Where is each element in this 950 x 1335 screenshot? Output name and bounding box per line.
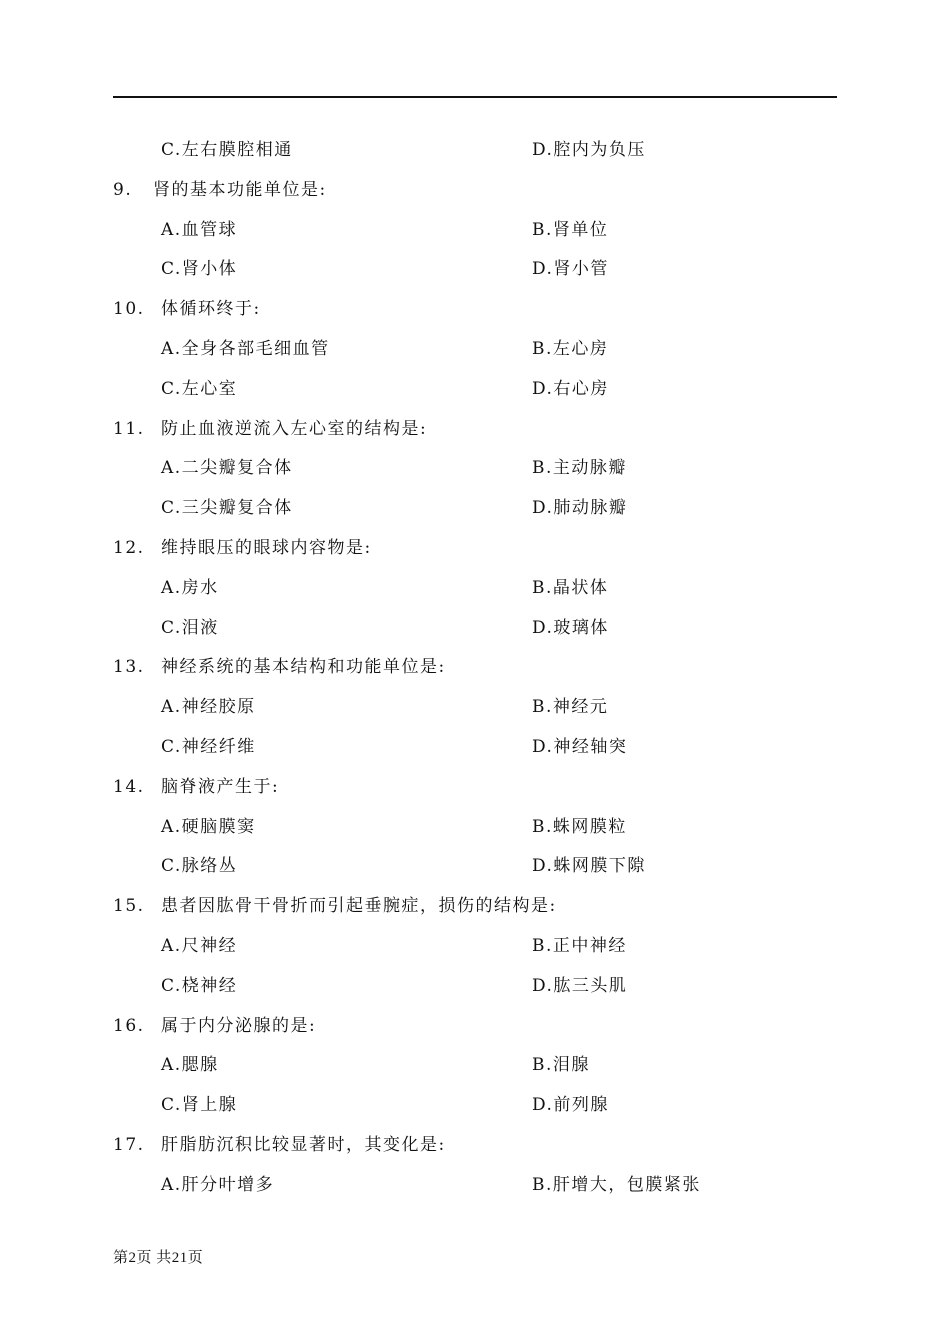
option-b: B.左心房 [532,338,609,359]
option-b: B.肝增大，包膜紧张 [532,1174,701,1195]
question-stem [0,293,950,333]
question-text: 患者因肱骨干骨折而引起垂腕症，损伤的结构是: [161,896,557,917]
question-number: 14. [113,776,145,797]
page-footer: 第2页 共21页 [113,1250,204,1266]
question-text: 神经系统的基本结构和功能单位是: [161,657,446,678]
option-d: D.蛛网膜下隙 [532,856,646,877]
question-number: 13. [113,657,145,678]
options-row [0,492,950,532]
question-stem [0,1129,950,1169]
option-d: D.肾小管 [532,259,609,280]
question-text: 属于内分泌腺的是: [161,1015,317,1036]
question-text: 防止血液逆流入左心室的结构是: [161,418,428,439]
options-row [0,572,950,612]
option-c: C.桡神经 [161,975,238,996]
option-c: C.脉络丛 [161,856,238,877]
option-c: C.神经纤维 [161,736,256,757]
option-d: D.神经轴突 [532,736,628,757]
option-b: B.正中神经 [532,935,627,956]
question-stem [0,890,950,930]
option-a: A.尺神经 [161,935,238,956]
question-number: 15. [113,896,145,917]
option-d: D.玻璃体 [532,617,609,638]
question-number: 12. [113,537,145,558]
option-b: B.泪腺 [532,1055,590,1076]
option-b: B.蛛网膜粒 [532,816,627,837]
question-number: 16. [113,1015,145,1036]
question-text: 维持眼压的眼球内容物是: [161,537,372,558]
question-stem [0,413,950,453]
question-number: 10. [113,299,145,320]
option-a: A.全身各部毛细血管 [161,338,330,359]
options-row [0,1049,950,1089]
options-row [0,691,950,731]
option-b: B.晶状体 [532,577,609,598]
question-list [0,134,950,1209]
options-row [0,452,950,492]
option-a: A.腮腺 [161,1055,219,1076]
options-row [0,850,950,890]
option-d: D.腔内为负压 [532,140,646,160]
option-d: D.右心房 [532,378,609,399]
question-text: 脑脊液产生于: [161,776,280,797]
option-d: D.肱三头肌 [532,975,628,996]
options-row [0,811,950,851]
question-stem [0,174,950,214]
options-row [0,253,950,293]
option-b: B.神经元 [532,697,609,718]
options-row [0,731,950,771]
question-stem [0,651,950,691]
option-a: A.二尖瓣复合体 [161,458,293,479]
option-d: D.前列腺 [532,1095,609,1116]
options-row [0,214,950,254]
options-row [0,134,950,174]
option-c: C.左心室 [161,378,238,399]
option-a: A.硬脑膜窦 [161,816,256,837]
option-c: C.三尖瓣复合体 [161,498,293,519]
option-d: D.肺动脉瓣 [532,498,628,519]
options-row [0,1169,950,1209]
option-c: C.左右膜腔相通 [161,140,293,160]
options-row [0,970,950,1010]
option-c: C.泪液 [161,617,219,638]
option-a: A.房水 [161,577,219,598]
question-number: 17. [113,1134,145,1155]
options-row [0,612,950,652]
option-b: B.肾单位 [532,219,609,240]
option-b: B.主动脉瓣 [532,458,627,479]
options-row [0,930,950,970]
question-stem [0,1010,950,1050]
question-number: 11. [113,418,145,439]
question-stem [0,771,950,811]
question-stem [0,532,950,572]
options-row [0,333,950,373]
option-a: A.肝分叶增多 [161,1174,275,1195]
option-c: C.肾小体 [161,259,238,280]
options-row [0,373,950,413]
option-a: A.神经胶原 [161,697,256,718]
options-row [0,1089,950,1129]
question-text: 体循环终于: [161,299,261,320]
question-text: 肝脂肪沉积比较显著时，其变化是: [161,1134,446,1155]
question-text: 肾的基本功能单位是: [153,179,327,200]
option-c: C.肾上腺 [161,1095,238,1116]
question-number: 9. [113,179,133,200]
header-rule [113,96,837,98]
option-a: A.血管球 [161,219,238,240]
